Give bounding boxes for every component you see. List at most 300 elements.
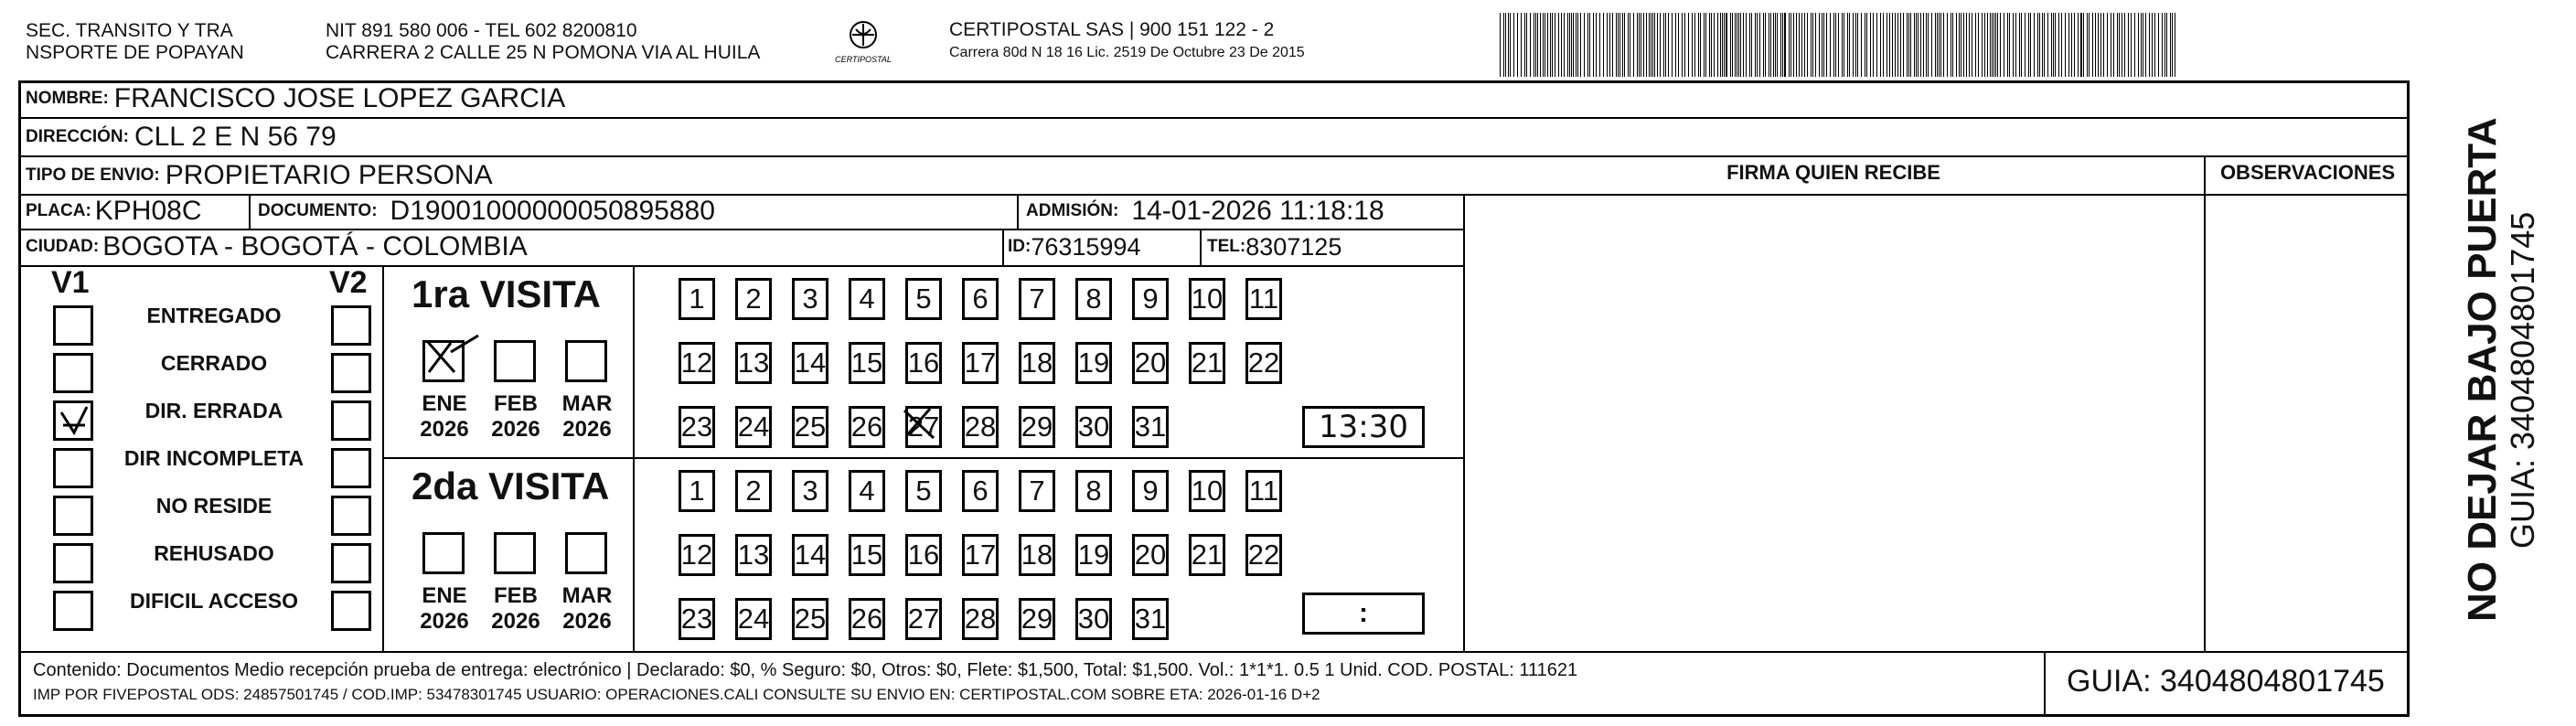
day-box[interactable]: 31 [1132, 598, 1169, 640]
barcode-bar [2071, 13, 2072, 77]
barcode-bar [1842, 13, 1843, 77]
barcode-bar [1675, 13, 1676, 77]
barcode-bar [1577, 13, 1578, 77]
year-label: 2026 [420, 609, 469, 634]
day-box[interactable]: 21 [1189, 342, 1225, 384]
observaciones-area[interactable] [2207, 196, 2408, 649]
barcode-bar [1793, 13, 1794, 77]
day-box[interactable]: 15 [849, 342, 885, 384]
documento-label: DOCUMENTO: [258, 201, 378, 220]
barcode-bar [2030, 13, 2031, 77]
visit1-title: 1ra VISITA [412, 272, 601, 315]
barcode-bar [1717, 13, 1718, 77]
day-box[interactable]: 18 [1019, 342, 1055, 384]
barcode-bar [1720, 13, 1721, 77]
month-checkbox[interactable] [565, 340, 607, 382]
footer-line-1: Contenido: Documentos Medio recepción prueba de entrega: electrónico | Declarado: $0, % Seguro: $0, Otros: $0, Flete: $1,500, Total: $1,500. Vol.: 1*1*1. 0.5 1 Unid. COD. POSTAL: 111621 [33, 660, 1578, 680]
sender-line-1: SEC. TRANSITO Y TRA [26, 20, 233, 41]
observaciones-header: OBSERVACIONES [2219, 161, 2396, 184]
barcode-bar [1931, 13, 1932, 77]
barcode-bar [1849, 13, 1850, 77]
barcode-bar [1777, 13, 1778, 77]
barcode-bar [2145, 13, 2146, 77]
barcode-bar [2025, 13, 2026, 77]
barcode-bar [1694, 13, 1695, 77]
barcode-bar [2152, 13, 2153, 77]
day-box[interactable]: 28 [962, 406, 999, 448]
barcode-bar [1812, 13, 1813, 77]
barcode-bar [1700, 13, 1701, 77]
barcode-bar [1969, 13, 1970, 77]
year-label: 2026 [420, 417, 469, 442]
barcode-bar [1524, 13, 1525, 77]
barcode-bar [1995, 13, 1996, 77]
barcode-bar [1784, 13, 1786, 77]
month-checkbox[interactable] [565, 532, 607, 574]
day-box[interactable]: 6 [962, 278, 999, 320]
barcode-bar [1505, 13, 1506, 77]
day-box[interactable]: 24 [735, 406, 772, 448]
id-label: ID: [1008, 237, 1031, 256]
barcode-bar [2124, 13, 2125, 77]
barcode-bar [2051, 13, 2052, 77]
barcode-bar [1618, 13, 1619, 77]
day-box[interactable]: 31 [1132, 406, 1169, 448]
day-box[interactable]: 29 [1019, 406, 1055, 448]
day-box[interactable]: 9 [1132, 470, 1169, 512]
year-label: 2026 [562, 609, 612, 634]
barcode-bar [1952, 13, 1953, 77]
month-checkbox[interactable] [494, 340, 536, 382]
day-box[interactable]: 17 [962, 342, 999, 384]
certipostal-logo [830, 16, 896, 68]
barcode-bar [1780, 13, 1781, 77]
barcode-bar [1688, 13, 1689, 77]
barcode-bar [2058, 13, 2059, 77]
barcode-bar [1510, 13, 1511, 77]
barcode-bar [1804, 13, 1805, 77]
day-box[interactable]: 17 [962, 534, 999, 576]
nombre-row [26, 82, 565, 115]
logo-text: CERTIPOSTAL [835, 55, 892, 64]
barcode-bar [1652, 13, 1653, 77]
barcode-bar [1838, 13, 1839, 77]
barcode-bar [1584, 13, 1585, 77]
barcode-bar [2000, 13, 2001, 77]
tipo-envio-value: PROPIETARIO PERSONA [165, 160, 493, 190]
status-label: NO RESIDE [155, 494, 273, 518]
barcode-bar [1811, 13, 1812, 77]
barcode-bar [1757, 13, 1758, 77]
barcode-bar [1609, 13, 1610, 77]
barcode-bar [1564, 13, 1565, 77]
barcode-bar [1508, 13, 1509, 77]
id-cell [1008, 230, 1140, 263]
day-box[interactable]: 18 [1019, 534, 1055, 576]
barcode-bar [1587, 13, 1588, 77]
barcode-bar [1947, 13, 1948, 77]
month-label: FEB [494, 583, 538, 608]
day-box[interactable]: 26 [849, 598, 885, 640]
day-box[interactable]: 3 [792, 278, 828, 320]
barcode-bar [2158, 13, 2159, 77]
documento-cell [258, 195, 715, 228]
signature-area[interactable] [1467, 196, 2202, 649]
barcode [1500, 13, 2184, 77]
status-label: ENTREGADO [146, 304, 282, 327]
barcode-bar [1799, 13, 1800, 77]
year-label: 2026 [562, 417, 612, 442]
barcode-bar [1589, 13, 1590, 77]
barcode-bar [1668, 13, 1669, 77]
day-box[interactable]: 22 [1245, 342, 1282, 384]
day-box[interactable]: 11 [1245, 278, 1282, 320]
day-box[interactable]: 12 [679, 534, 715, 576]
day-box[interactable]: 20 [1132, 534, 1169, 576]
barcode-bar [2074, 13, 2075, 77]
day-box[interactable]: 16 [905, 534, 942, 576]
v1-label: V1 [51, 265, 90, 300]
tel-value: 8307125 [1245, 232, 1342, 261]
barcode-bar [1910, 13, 1911, 77]
admision-label: ADMISIÓN: [1026, 201, 1119, 220]
barcode-bar [1672, 13, 1673, 77]
barcode-bar [1521, 13, 1522, 77]
barcode-bar [1763, 13, 1764, 77]
barcode-bar [1857, 13, 1858, 77]
barcode-bar [1833, 13, 1834, 77]
barcode-bar [2170, 13, 2171, 77]
footer-line-2: IMP POR FIVEPOSTAL ODS: 24857501745 / COD.IMP: 53478301745 USUARIO: OPERACIONES.CALI CONSULTE SU ENVIO EN: CERTIPOSTAL.COM SOBRE ETA: 2026-01-16 D+2 [33, 686, 1320, 703]
barcode-bar [1711, 13, 1712, 77]
footer-guia: GUIA: 3404804801745 [2067, 664, 2385, 699]
barcode-bar [1657, 13, 1658, 77]
barcode-bar [1722, 13, 1723, 77]
day-box[interactable]: 5 [905, 278, 942, 320]
barcode-bar [2034, 13, 2035, 77]
barcode-bar [2047, 13, 2048, 77]
nombre-value: FRANCISCO JOSE LOPEZ GARCIA [113, 83, 566, 113]
month-checkbox[interactable] [494, 532, 536, 574]
barcode-bar [1746, 13, 1747, 77]
barcode-bar [1550, 13, 1551, 77]
barcode-bar [1624, 13, 1625, 77]
day-box[interactable]: 4 [849, 278, 885, 320]
day-box[interactable]: 15 [849, 534, 885, 576]
day-box[interactable]: 30 [1075, 598, 1112, 640]
tel-label: TEL: [1207, 237, 1246, 256]
sender-name [26, 20, 244, 64]
day-box[interactable]: 28 [962, 598, 999, 640]
day-box[interactable]: 23 [679, 406, 715, 448]
barcode-bar [1897, 13, 1898, 77]
barcode-bar [1724, 13, 1725, 77]
placa-value: KPH08C [94, 196, 202, 226]
barcode-bar [1709, 13, 1710, 77]
barcode-bar [2039, 13, 2040, 77]
side-guia: GUIA: 3404804801745 [2504, 211, 2541, 549]
barcode-bar [2089, 13, 2090, 77]
barcode-bar [1649, 13, 1650, 77]
sender-line-2: NSPORTE DE POPAYAN [26, 42, 244, 63]
barcode-bar [1573, 13, 1574, 77]
day-box[interactable]: 20 [1132, 342, 1169, 384]
barcode-bar [2166, 13, 2167, 77]
barcode-bar [1576, 13, 1577, 77]
barcode-bar [2164, 13, 2165, 77]
barcode-bar [1853, 13, 1854, 77]
day-box[interactable]: 10 [1189, 278, 1225, 320]
barcode-bar [1612, 13, 1613, 77]
month-label: ENE [422, 391, 467, 416]
day-box[interactable]: 29 [1019, 598, 1055, 640]
barcode-bar [2162, 13, 2163, 77]
barcode-bar [1678, 13, 1679, 77]
barcode-bar [1593, 13, 1594, 77]
barcode-bar [1643, 13, 1644, 77]
barcode-bar [1790, 13, 1791, 77]
day-box[interactable]: 8 [1075, 278, 1112, 320]
barcode-bar [2172, 13, 2173, 77]
barcode-bar [1975, 13, 1976, 77]
barcode-bar [1646, 13, 1647, 77]
status-label: DIR INCOMPLETA [123, 446, 305, 470]
barcode-bar [1704, 13, 1705, 77]
barcode-bar [1537, 13, 1538, 77]
barcode-bar [1943, 13, 1944, 77]
day-box[interactable]: 6 [962, 470, 999, 512]
month-label: ENE [422, 583, 467, 608]
barcode-bar [1870, 13, 1871, 77]
day-box[interactable]: 21 [1189, 534, 1225, 576]
visit2-time-field[interactable]: : [1302, 593, 1425, 635]
barcode-bar [1743, 13, 1744, 77]
day-box[interactable]: 5 [905, 470, 942, 512]
barcode-bar [1916, 13, 1917, 77]
day-box[interactable]: 11 [1245, 470, 1282, 512]
barcode-bar [2113, 13, 2114, 77]
day-box[interactable]: 7 [1019, 278, 1055, 320]
direccion-label: DIRECCIÓN: [26, 127, 129, 146]
barcode-bar [1956, 13, 1957, 77]
barcode-bar [1663, 13, 1664, 77]
day-box[interactable]: 3 [792, 470, 828, 512]
ciudad-label: CIUDAD: [26, 237, 100, 256]
day-box[interactable]: 30 [1075, 406, 1112, 448]
barcode-bar [1547, 13, 1548, 77]
barcode-bar [1567, 13, 1568, 77]
day-box[interactable]: 25 [792, 406, 828, 448]
barcode-bar [2107, 13, 2108, 77]
day-box[interactable]: 27 [905, 406, 942, 448]
barcode-bar [1580, 13, 1581, 77]
barcode-bar [1773, 13, 1774, 77]
barcode-bar [2015, 13, 2016, 77]
barcode-bar [1990, 13, 1991, 77]
company-address: Carrera 80d N 18 16 Lic. 2519 De Octubre 23 De 2015 [949, 45, 1305, 60]
barcode-bar [1561, 13, 1562, 77]
barcode-bar [1558, 13, 1559, 77]
barcode-bar [1796, 13, 1797, 77]
day-box[interactable]: 26 [849, 406, 885, 448]
barcode-bar [1835, 13, 1836, 77]
barcode-bar [1789, 13, 1790, 77]
barcode-bar [2154, 13, 2155, 77]
barcode-bar [2061, 13, 2062, 77]
visit1-time-field[interactable]: 13:30 [1302, 406, 1425, 448]
day-box[interactable]: 19 [1075, 534, 1112, 576]
barcode-bar [1639, 13, 1640, 77]
barcode-bar [1530, 13, 1531, 77]
day-box[interactable]: 13 [735, 342, 772, 384]
barcode-bar [1654, 13, 1655, 77]
day-box[interactable]: 9 [1132, 278, 1169, 320]
barcode-bar [1714, 13, 1715, 77]
tel-cell [1207, 230, 1341, 263]
barcode-bar [1596, 13, 1597, 77]
visit2-title: 2da VISITA [412, 464, 610, 507]
day-box[interactable]: 12 [679, 342, 715, 384]
barcode-bar [1982, 13, 1983, 77]
barcode-bar [1987, 13, 1988, 77]
barcode-bar [2068, 13, 2069, 77]
barcode-bar [1633, 13, 1634, 77]
barcode-bar [2100, 13, 2101, 77]
barcode-bar [1861, 13, 1862, 77]
barcode-bar [1876, 13, 1877, 77]
barcode-bar [1883, 13, 1884, 77]
day-box[interactable]: 25 [792, 598, 828, 640]
day-box[interactable]: 22 [1245, 534, 1282, 576]
day-box[interactable]: 23 [679, 598, 715, 640]
address-line: CARRERA 2 CALLE 25 N POMONA VIA AL HUILA [326, 42, 761, 63]
barcode-bar [1552, 13, 1553, 77]
company-info [949, 18, 1305, 64]
day-box[interactable]: 1 [679, 278, 715, 320]
id-value: 76315994 [1031, 232, 1141, 261]
day-box[interactable]: 1 [679, 470, 715, 512]
barcode-bar [2128, 13, 2129, 77]
barcode-bar [1660, 13, 1661, 77]
day-box[interactable]: 14 [792, 534, 828, 576]
barcode-bar [1755, 13, 1756, 77]
barcode-bar [1616, 13, 1617, 77]
barcode-bar [2141, 13, 2142, 77]
day-box[interactable]: 13 [735, 534, 772, 576]
barcode-bar [1939, 13, 1940, 77]
day-box[interactable]: 24 [735, 598, 772, 640]
day-box[interactable]: 2 [735, 278, 772, 320]
barcode-bar [1895, 13, 1896, 77]
barcode-bar [2053, 13, 2054, 77]
barcode-bar [1730, 13, 1731, 77]
month-checkbox[interactable] [422, 532, 465, 574]
side-text [2420, 91, 2541, 622]
barcode-bar [1928, 13, 1929, 77]
barcode-bar [1847, 13, 1848, 77]
barcode-bar [1807, 13, 1808, 77]
barcode-bar [2087, 13, 2088, 77]
barcode-bar [1966, 13, 1967, 77]
barcode-bar [1993, 13, 1994, 77]
barcode-bar [1889, 13, 1890, 77]
barcode-bar [1540, 13, 1541, 77]
day-box[interactable]: 10 [1189, 470, 1225, 512]
barcode-bar [2037, 13, 2038, 77]
day-box[interactable]: 7 [1019, 470, 1055, 512]
barcode-bar [1855, 13, 1856, 77]
barcode-bar [1900, 13, 1901, 77]
placa-label: PLACA: [26, 201, 91, 220]
barcode-bar [2013, 13, 2014, 77]
barcode-bar [1535, 13, 1536, 77]
v2-label: V2 [329, 265, 368, 300]
barcode-bar [1959, 13, 1960, 77]
barcode-bar [1571, 13, 1572, 77]
day-box[interactable]: 14 [792, 342, 828, 384]
tipo-envio-label: TIPO DE ENVIO: [26, 165, 160, 185]
barcode-bar [1819, 13, 1820, 77]
barcode-bar [2134, 13, 2135, 77]
day-box[interactable]: 16 [905, 342, 942, 384]
admision-value: 14-01-2026 11:18:18 [1131, 196, 1384, 226]
barcode-bar [1628, 13, 1629, 77]
day-box[interactable]: 19 [1075, 342, 1112, 384]
barcode-bar [1926, 13, 1927, 77]
barcode-bar [1940, 13, 1941, 77]
barcode-bar [2007, 13, 2008, 77]
barcode-bar [1759, 13, 1760, 77]
barcode-bar [2055, 13, 2056, 77]
barcode-bar [1918, 13, 1919, 77]
day-box[interactable]: 8 [1075, 470, 1112, 512]
barcode-bar [1914, 13, 1915, 77]
month-checkbox[interactable] [422, 340, 465, 382]
barcode-bar [1992, 13, 1993, 77]
barcode-bar [1526, 13, 1527, 77]
barcode-bar [1997, 13, 1998, 77]
barcode-bar [1880, 13, 1881, 77]
month-label: MAR [561, 391, 613, 416]
barcode-bar [1830, 13, 1831, 77]
barcode-bar [1920, 13, 1921, 77]
barcode-bar [1740, 13, 1741, 77]
documento-value: D19001000000050895880 [390, 196, 715, 226]
day-box[interactable]: 27 [905, 598, 942, 640]
barcode-bar [1749, 13, 1750, 77]
barcode-bar [1619, 13, 1620, 77]
barcode-bar [1543, 13, 1544, 77]
barcode-bar [2044, 13, 2045, 77]
company-line: CERTIPOSTAL SAS | 900 151 122 - 2 [949, 19, 1275, 40]
barcode-bar [2131, 13, 2132, 77]
barcode-bar [1738, 13, 1739, 77]
barcode-bar [2083, 13, 2084, 77]
sender-info [326, 20, 760, 64]
barcode-bar [1937, 13, 1938, 77]
barcode-bar [1770, 13, 1771, 77]
barcode-bar [1705, 13, 1706, 77]
barcode-bar [1735, 13, 1736, 77]
barcode-bar [1907, 13, 1908, 77]
barcode-bar [1503, 13, 1504, 77]
status-label: DIFICIL ACCESO [129, 589, 298, 613]
barcode-bar [2009, 13, 2010, 77]
barcode-bar [1513, 13, 1514, 77]
day-box[interactable]: 2 [735, 470, 772, 512]
barcode-bar [1963, 13, 1964, 77]
day-box[interactable]: 4 [849, 470, 885, 512]
